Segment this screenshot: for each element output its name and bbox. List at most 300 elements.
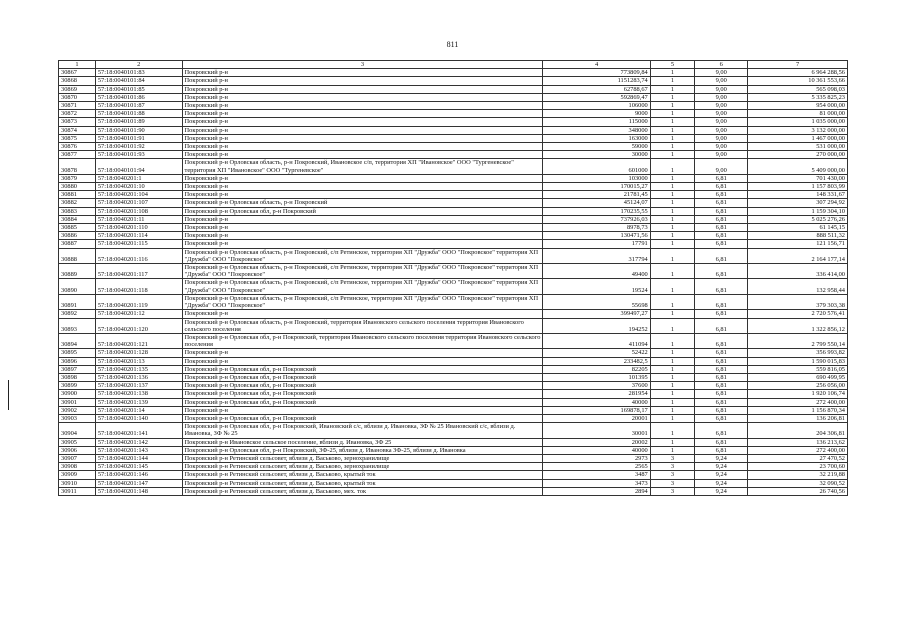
group-cell: 1 [650, 143, 694, 151]
cadastral-number-cell: 57:18:0040201:118 [95, 279, 182, 294]
table-row [59, 454, 848, 462]
cadastral-number-cell: 57:18:0040101:85 [95, 85, 182, 93]
rate-cell: 6,81 [695, 318, 748, 333]
group-cell: 1 [650, 373, 694, 381]
cadastral-value-cell: 6 964 288,56 [748, 69, 848, 77]
table-row [59, 349, 848, 357]
area-cell: 21781,45 [543, 191, 650, 199]
area-cell: 55698 [543, 294, 650, 309]
row-number-cell: 30907 [59, 454, 96, 462]
rate-cell: 6,81 [695, 248, 748, 263]
area-cell: 170015,27 [543, 183, 650, 191]
cadastral-number-cell: 57:18:0040201:144 [95, 454, 182, 462]
row-number-cell: 30871 [59, 102, 96, 110]
rate-cell: 6,81 [695, 357, 748, 365]
group-cell: 1 [650, 207, 694, 215]
group-cell: 1 [650, 365, 694, 373]
rate-cell: 6,81 [695, 232, 748, 240]
area-cell: 62788,67 [543, 85, 650, 93]
table-row [59, 479, 848, 487]
cadastral-number-cell: 57:18:0040201:12 [95, 310, 182, 318]
cadastral-value-cell: 888 511,32 [748, 232, 848, 240]
address-cell: Покровский р-н [182, 85, 543, 93]
table-row [59, 102, 848, 110]
column-header: 2 [95, 61, 182, 69]
rate-cell: 9,24 [695, 479, 748, 487]
address-cell: Покровский р-н [182, 310, 543, 318]
row-number-cell: 30881 [59, 191, 96, 199]
group-cell: 1 [650, 102, 694, 110]
address-cell: Покровский р-н Орловская область, р-н Покровский, территория Ивановского сельского поселения территория Ивановского сельского поселения [182, 318, 543, 333]
table-row [59, 207, 848, 215]
table-row [59, 279, 848, 294]
row-number-cell: 30902 [59, 406, 96, 414]
cadastral-value-cell: 379 303,38 [748, 294, 848, 309]
column-header: 7 [748, 61, 848, 69]
group-cell: 1 [650, 349, 694, 357]
column-header: 4 [543, 61, 650, 69]
table-row [59, 357, 848, 365]
table-row [59, 151, 848, 159]
area-cell: 3487 [543, 471, 650, 479]
cadastral-number-cell: 57:18:0040201:147 [95, 479, 182, 487]
row-number-cell: 30906 [59, 446, 96, 454]
row-number-cell: 30895 [59, 349, 96, 357]
cadastral-number-cell: 57:18:0040201:115 [95, 240, 182, 248]
cadastral-value-cell: 1 157 803,99 [748, 183, 848, 191]
address-cell: Покровский р-н [182, 406, 543, 414]
group-cell: 3 [650, 454, 694, 462]
table-row [59, 93, 848, 101]
group-cell: 1 [650, 199, 694, 207]
rate-cell: 6,81 [695, 240, 748, 248]
rate-cell: 6,81 [695, 365, 748, 373]
cadastral-value-cell: 559 816,05 [748, 365, 848, 373]
rate-cell: 9,00 [695, 110, 748, 118]
row-number-cell: 30879 [59, 174, 96, 182]
table-row [59, 110, 848, 118]
area-cell: 9000 [543, 110, 650, 118]
table-row [59, 183, 848, 191]
cadastral-number-cell: 57:18:0040201:110 [95, 224, 182, 232]
row-number-cell: 30874 [59, 126, 96, 134]
table-row [59, 438, 848, 446]
rate-cell: 6,81 [695, 207, 748, 215]
rate-cell: 6,81 [695, 398, 748, 406]
cadastral-value-cell: 690 499,95 [748, 373, 848, 381]
address-cell: Покровский р-н [182, 93, 543, 101]
rate-cell: 9,00 [695, 77, 748, 85]
address-cell: Покровский р-н [182, 240, 543, 248]
address-cell: Покровский р-н Орловская обл, р-н Покровский [182, 390, 543, 398]
cadastral-value-cell: 336 414,00 [748, 264, 848, 279]
address-cell: Покровский р-н [182, 183, 543, 191]
table-body [59, 69, 848, 496]
rate-cell: 9,00 [695, 102, 748, 110]
cadastral-number-cell: 57:18:0040101:83 [95, 69, 182, 77]
cadastral-number-cell: 57:18:0040201:114 [95, 232, 182, 240]
rate-cell: 6,81 [695, 446, 748, 454]
rate-cell: 6,81 [695, 199, 748, 207]
table-row [59, 406, 848, 414]
cadastral-number-cell: 57:18:0040101:87 [95, 102, 182, 110]
rate-cell: 6,81 [695, 224, 748, 232]
group-cell: 1 [650, 438, 694, 446]
cadastral-value-cell: 272 400,00 [748, 398, 848, 406]
rate-cell: 9,24 [695, 471, 748, 479]
cadastral-number-cell: 57:18:0040201:148 [95, 487, 182, 495]
row-number-cell: 30872 [59, 110, 96, 118]
cadastral-number-cell: 57:18:0040201:117 [95, 264, 182, 279]
area-cell: 52422 [543, 349, 650, 357]
table-row [59, 232, 848, 240]
cadastral-value-cell: 1 156 870,34 [748, 406, 848, 414]
cadastral-value-cell: 1 920 106,74 [748, 390, 848, 398]
row-number-cell: 30896 [59, 357, 96, 365]
row-number-cell: 30876 [59, 143, 96, 151]
table-row [59, 174, 848, 182]
address-cell: Покровский р-н [182, 110, 543, 118]
page-number: 811 [446, 40, 459, 49]
row-number-cell: 30867 [59, 69, 96, 77]
cadastral-number-cell: 57:18:0040201:140 [95, 414, 182, 422]
cadastral-value-cell: 26 740,56 [748, 487, 848, 495]
rate-cell: 6,81 [695, 215, 748, 223]
address-cell: Покровский р-н Ретинский сельсовет, вблизи д. Васьково, мех. ток [182, 487, 543, 495]
table-row [59, 318, 848, 333]
cadastral-value-cell: 256 056,00 [748, 382, 848, 390]
cadastral-value-cell: 1 467 000,00 [748, 134, 848, 142]
cadastral-number-cell: 57:18:0040101:91 [95, 134, 182, 142]
table-row [59, 69, 848, 77]
table-row [59, 85, 848, 93]
table-row [59, 143, 848, 151]
cadastral-value-cell: 148 331,67 [748, 191, 848, 199]
address-cell: Покровский р-н [182, 215, 543, 223]
cadastral-value-cell: 2 720 576,41 [748, 310, 848, 318]
address-cell: Покровский р-н [182, 118, 543, 126]
area-cell: 1151283,74 [543, 77, 650, 85]
row-number-cell: 30888 [59, 248, 96, 263]
cadastral-number-cell: 57:18:0040101:86 [95, 93, 182, 101]
address-cell: Покровский р-н Орловская область, р-н Покровский, Ивановское с/п, территория ХП "Ивановское" ООО "Тургеневское" территория ХП "Ивановское" ООО "Тургеневское" [182, 159, 543, 174]
rate-cell: 6,81 [695, 390, 748, 398]
row-number-cell: 30905 [59, 438, 96, 446]
row-number-cell: 30892 [59, 310, 96, 318]
cadastral-number-cell: 57:18:0040101:89 [95, 118, 182, 126]
area-cell: 40000 [543, 398, 650, 406]
rate-cell: 9,00 [695, 159, 748, 174]
cadastral-value-cell: 356 993,82 [748, 349, 848, 357]
table-row [59, 294, 848, 309]
row-number-cell: 30877 [59, 151, 96, 159]
row-number-cell: 30873 [59, 118, 96, 126]
area-cell: 3473 [543, 479, 650, 487]
table-row [59, 191, 848, 199]
row-number-cell: 30893 [59, 318, 96, 333]
area-cell: 163000 [543, 134, 650, 142]
row-number-cell: 30901 [59, 398, 96, 406]
cadastral-number-cell: 57:18:0040101:92 [95, 143, 182, 151]
table-row [59, 414, 848, 422]
cadastral-value-cell: 272 400,00 [748, 446, 848, 454]
group-cell: 1 [650, 423, 694, 438]
row-number-cell: 30883 [59, 207, 96, 215]
rate-cell: 6,81 [695, 183, 748, 191]
table-row [59, 365, 848, 373]
group-cell: 1 [650, 151, 694, 159]
address-cell: Покровский р-н Орловская обл, р-н Покровский [182, 207, 543, 215]
rate-cell: 6,81 [695, 264, 748, 279]
address-cell: Покровский р-н [182, 102, 543, 110]
address-cell: Покровский р-н Орловская область, р-н Покровский, с/п Ретинское, территория ХП "Дружба" ООО "Покровское" территория ХП "Дружба" ООО "Покровское" [182, 248, 543, 263]
row-number-cell: 30875 [59, 134, 96, 142]
cadastral-number-cell: 57:18:0040201:142 [95, 438, 182, 446]
group-cell: 1 [650, 77, 694, 85]
row-number-cell: 30889 [59, 264, 96, 279]
table-row [59, 333, 848, 348]
rate-cell: 6,81 [695, 294, 748, 309]
cadastral-value-cell: 61 145,15 [748, 224, 848, 232]
row-number-cell: 30894 [59, 333, 96, 348]
table-row [59, 446, 848, 454]
cadastral-value-cell: 1 322 856,12 [748, 318, 848, 333]
group-cell: 1 [650, 232, 694, 240]
address-cell: Покровский р-н [182, 232, 543, 240]
row-number-cell: 30911 [59, 487, 96, 495]
group-cell: 1 [650, 333, 694, 348]
address-cell: Покровский р-н [182, 151, 543, 159]
rate-cell: 6,81 [695, 349, 748, 357]
row-number-cell: 30910 [59, 479, 96, 487]
area-cell: 2565 [543, 463, 650, 471]
address-cell: Покровский р-н [182, 143, 543, 151]
cadastral-number-cell: 57:18:0040201:138 [95, 390, 182, 398]
group-cell: 1 [650, 126, 694, 134]
group-cell: 1 [650, 446, 694, 454]
row-number-cell: 30904 [59, 423, 96, 438]
group-cell: 1 [650, 134, 694, 142]
area-cell: 30000 [543, 151, 650, 159]
area-cell: 399497,27 [543, 310, 650, 318]
rate-cell: 9,00 [695, 69, 748, 77]
group-cell: 1 [650, 174, 694, 182]
table-row [59, 390, 848, 398]
table-row [59, 310, 848, 318]
cadastral-number-cell: 57:18:0040201:145 [95, 463, 182, 471]
group-cell: 1 [650, 264, 694, 279]
area-cell: 348000 [543, 126, 650, 134]
cadastral-value-cell: 5 409 000,00 [748, 159, 848, 174]
cadastral-value-cell: 954 000,00 [748, 102, 848, 110]
cadastral-value-cell: 1 159 304,10 [748, 207, 848, 215]
group-cell: 1 [650, 224, 694, 232]
area-cell: 169878,17 [543, 406, 650, 414]
area-cell: 2973 [543, 454, 650, 462]
row-number-cell: 30886 [59, 232, 96, 240]
area-cell: 45124,07 [543, 199, 650, 207]
cadastral-number-cell: 57:18:0040101:88 [95, 110, 182, 118]
row-number-cell: 30903 [59, 414, 96, 422]
cadastral-number-cell: 57:18:0040101:94 [95, 159, 182, 174]
cadastral-number-cell: 57:18:0040201:143 [95, 446, 182, 454]
rate-cell: 9,24 [695, 487, 748, 495]
rate-cell: 9,00 [695, 134, 748, 142]
row-number-cell: 30884 [59, 215, 96, 223]
group-cell: 1 [650, 93, 694, 101]
cadastral-value-cell: 2 164 177,14 [748, 248, 848, 263]
row-number-cell: 30898 [59, 373, 96, 381]
area-cell: 601000 [543, 159, 650, 174]
rate-cell: 6,81 [695, 191, 748, 199]
group-cell: 1 [650, 398, 694, 406]
table-row [59, 248, 848, 263]
group-cell: 3 [650, 487, 694, 495]
rate-cell: 6,81 [695, 414, 748, 422]
table-row [59, 118, 848, 126]
cadastral-value-cell: 23 700,60 [748, 463, 848, 471]
column-header: 6 [695, 61, 748, 69]
address-cell: Покровский р-н [182, 126, 543, 134]
area-cell: 106000 [543, 102, 650, 110]
area-cell: 317794 [543, 248, 650, 263]
group-cell: 1 [650, 279, 694, 294]
area-cell: 82205 [543, 365, 650, 373]
cadastral-number-cell: 57:18:0040201:1 [95, 174, 182, 182]
address-cell: Покровский р-н [182, 224, 543, 232]
area-cell: 194252 [543, 318, 650, 333]
group-cell: 1 [650, 357, 694, 365]
cadastral-value-cell: 3 132 000,00 [748, 126, 848, 134]
group-cell: 1 [650, 406, 694, 414]
table-row [59, 134, 848, 142]
row-number-cell: 30899 [59, 382, 96, 390]
rate-cell: 6,81 [695, 438, 748, 446]
cadastral-number-cell: 57:18:0040201:11 [95, 215, 182, 223]
table-row [59, 487, 848, 495]
rate-cell: 9,24 [695, 463, 748, 471]
area-cell: 49400 [543, 264, 650, 279]
cadastral-value-cell: 81 000,00 [748, 110, 848, 118]
area-cell: 17791 [543, 240, 650, 248]
address-cell: Покровский р-н Орловская область, р-н Покровский, с/п Ретинское, территория ХП "Дружба" ООО "Покровское" территория ХП "Дружба" ООО "Покровское" [182, 279, 543, 294]
table-row [59, 199, 848, 207]
address-cell: Покровский р-н Ивановское сельское поселение, вблизи д. Ивановка, ЗФ 25 [182, 438, 543, 446]
row-number-cell: 30870 [59, 93, 96, 101]
cadastral-value-cell: 307 294,92 [748, 199, 848, 207]
cadastral-number-cell: 57:18:0040201:141 [95, 423, 182, 438]
cadastral-value-cell: 136 213,62 [748, 438, 848, 446]
group-cell: 1 [650, 183, 694, 191]
row-number-cell: 30908 [59, 463, 96, 471]
cadastral-value-cell: 5 335 825,23 [748, 93, 848, 101]
area-cell: 592869,47 [543, 93, 650, 101]
row-number-cell: 30880 [59, 183, 96, 191]
area-cell: 37600 [543, 382, 650, 390]
cadastral-value-cell: 565 098,03 [748, 85, 848, 93]
cadastral-number-cell: 57:18:0040201:120 [95, 318, 182, 333]
rate-cell: 9,00 [695, 85, 748, 93]
address-cell: Покровский р-н Орловская область, р-н Покровский [182, 199, 543, 207]
rate-cell: 9,00 [695, 118, 748, 126]
register-table [58, 60, 848, 496]
row-number-cell: 30869 [59, 85, 96, 93]
address-cell: Покровский р-н [182, 134, 543, 142]
rate-cell: 9,00 [695, 143, 748, 151]
group-cell: 1 [650, 159, 694, 174]
rate-cell: 6,81 [695, 310, 748, 318]
group-cell: 1 [650, 69, 694, 77]
address-cell: Покровский р-н [182, 357, 543, 365]
cadastral-value-cell: 132 958,44 [748, 279, 848, 294]
table-row [59, 463, 848, 471]
address-cell: Покровский р-н Орловская обл, р-н Покровский, ЗФ-25, вблизи д. Ивановка ЗФ-25, вблизи д. Ивановка [182, 446, 543, 454]
rate-cell: 9,00 [695, 126, 748, 134]
area-cell: 130471,56 [543, 232, 650, 240]
address-cell: Покровский р-н Ретинский сельсовет, вблизи д. Васьково, зернохранилище [182, 463, 543, 471]
row-number-cell: 30885 [59, 224, 96, 232]
group-cell: 1 [650, 215, 694, 223]
area-cell: 281954 [543, 390, 650, 398]
row-number-cell: 30890 [59, 279, 96, 294]
address-cell: Покровский р-н Орловская обл, р-н Покровский, территория Ивановского сельского поселения территория Ивановского сельского поселения [182, 333, 543, 348]
table-row [59, 471, 848, 479]
margin-mark [8, 380, 9, 410]
table-row [59, 398, 848, 406]
table-row [59, 373, 848, 381]
address-cell: Покровский р-н Ретинский сельсовет, вблизи д. Васьково, крытый ток [182, 471, 543, 479]
row-number-cell: 30887 [59, 240, 96, 248]
address-cell: Покровский р-н Орловская обл, р-н Покровский, Ивановский с/с, вблизи д. Ивановка, ЗФ № 25 Ивановский с/с, вблизи д. Ивановка, ЗФ № 25 [182, 423, 543, 438]
area-cell: 59000 [543, 143, 650, 151]
address-cell: Покровский р-н Орловская обл, р-н Покровский [182, 382, 543, 390]
row-number-cell: 30882 [59, 199, 96, 207]
cadastral-value-cell: 1 590 015,83 [748, 357, 848, 365]
area-cell: 170235,55 [543, 207, 650, 215]
area-cell: 773809,84 [543, 69, 650, 77]
group-cell: 1 [650, 414, 694, 422]
rate-cell: 6,81 [695, 279, 748, 294]
group-cell: 1 [650, 191, 694, 199]
column-header-row [59, 61, 848, 69]
table-row [59, 159, 848, 174]
cadastral-number-cell: 57:18:0040101:84 [95, 77, 182, 85]
cadastral-value-cell: 701 430,00 [748, 174, 848, 182]
cadastral-number-cell: 57:18:0040201:108 [95, 207, 182, 215]
rate-cell: 6,81 [695, 174, 748, 182]
address-cell: Покровский р-н Орловская область, р-н Покровский, с/п Ретинское, территория ХП "Дружба" ООО "Покровское" территория ХП "Дружба" ООО "Покровское" [182, 294, 543, 309]
table-row [59, 423, 848, 438]
row-number-cell: 30868 [59, 77, 96, 85]
group-cell: 1 [650, 382, 694, 390]
address-cell: Покровский р-н Ретинский сельсовет, вблизи д. Васьково, крытый ток [182, 479, 543, 487]
table-row [59, 240, 848, 248]
cadastral-number-cell: 57:18:0040101:93 [95, 151, 182, 159]
cadastral-number-cell: 57:18:0040201:13 [95, 357, 182, 365]
cadastral-number-cell: 57:18:0040201:10 [95, 183, 182, 191]
address-cell: Покровский р-н Ретинский сельсовет, вблизи д. Васьково, зернохранилище [182, 454, 543, 462]
row-number-cell: 30900 [59, 390, 96, 398]
area-cell: 30001 [543, 423, 650, 438]
row-number-cell: 30897 [59, 365, 96, 373]
table-row [59, 215, 848, 223]
cadastral-number-cell: 57:18:0040201:107 [95, 199, 182, 207]
group-cell: 3 [650, 463, 694, 471]
cadastral-number-cell: 57:18:0040201:128 [95, 349, 182, 357]
cadastral-value-cell: 531 000,00 [748, 143, 848, 151]
area-cell: 101395 [543, 373, 650, 381]
table-row [59, 126, 848, 134]
